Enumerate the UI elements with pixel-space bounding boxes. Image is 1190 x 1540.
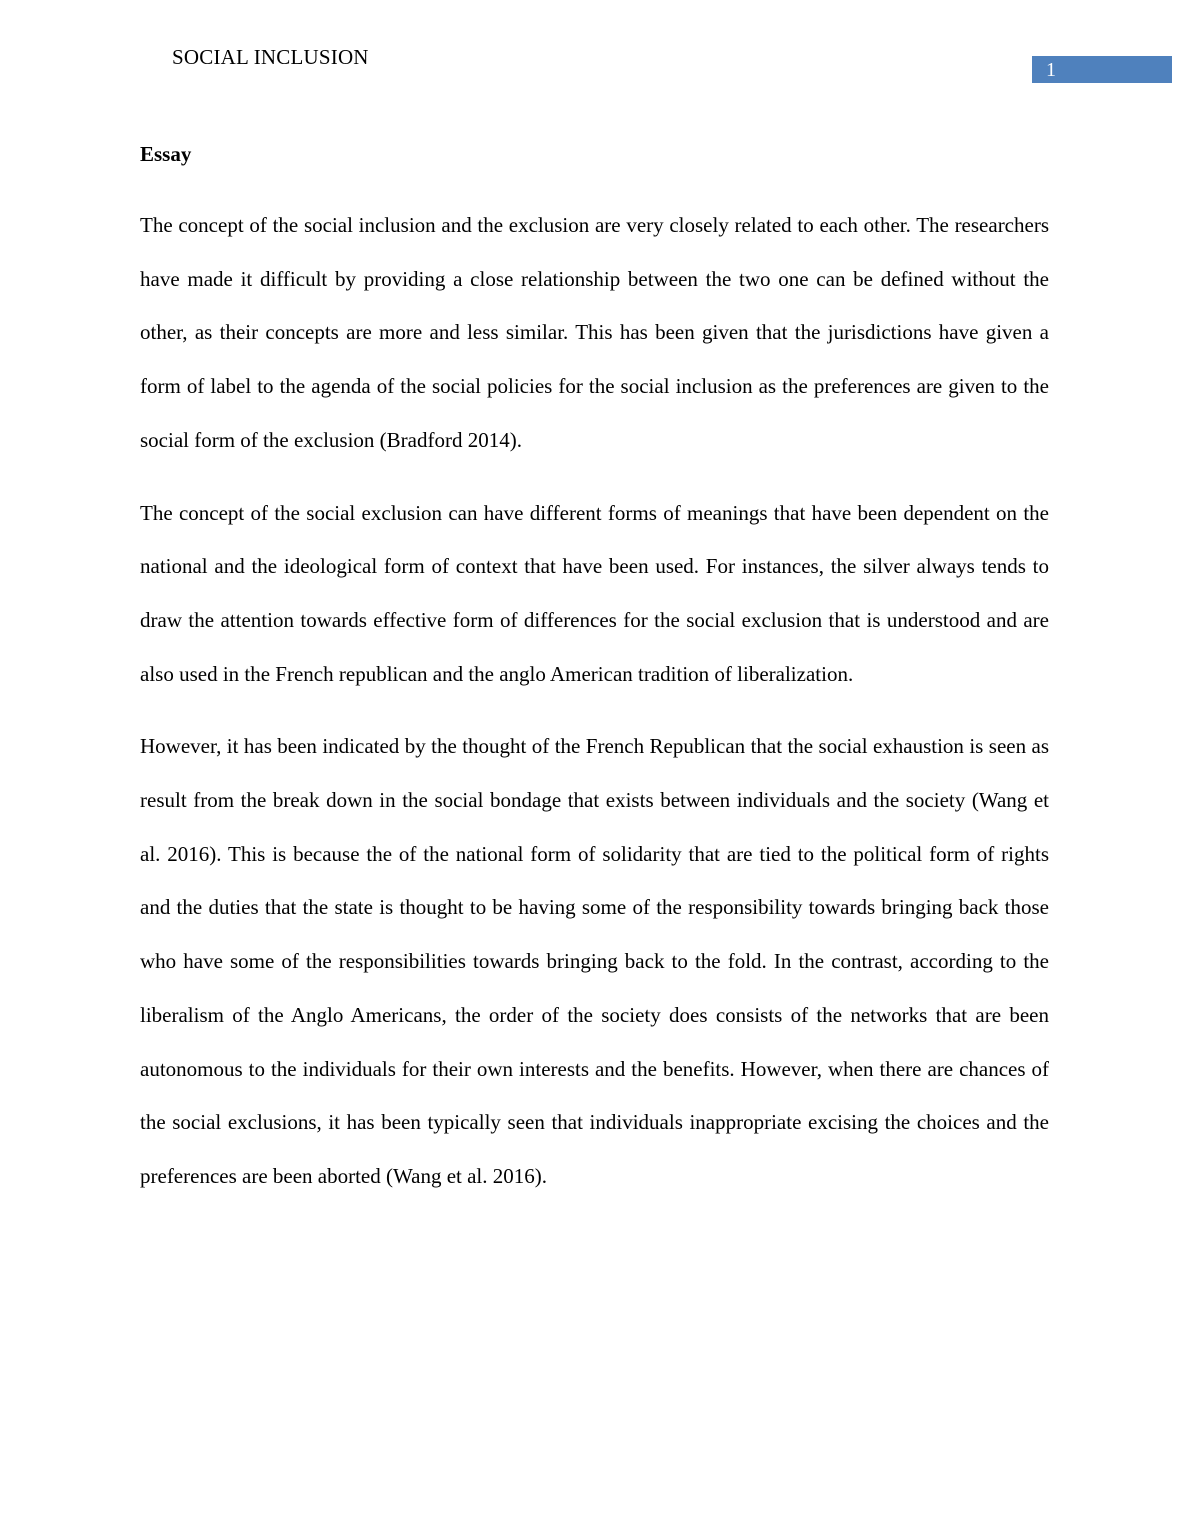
paragraph-2: The concept of the social exclusion can have different forms of meanings that have been dependent on the national and the ideological form of context that have been used. For instances, the silver always tends to draw the attention towards effective form of differences for the social exclusion that is understood and are also used in the French republican and the anglo American tradition of liberalization. [140, 500, 1049, 686]
page-number-badge [1032, 56, 1172, 83]
essay-heading: Essay [140, 142, 192, 166]
running-head: SOCIAL INCLUSION [172, 45, 369, 69]
paragraph-1: The concept of the social inclusion and the exclusion are very closely related to each other. The researchers have made it difficult by providing a close relationship between the two one can be defined without the other, as their concepts are more and less similar. This has been given that the jurisdictions have given a form of label to the agenda of the social policies for the social inclusion as the preferences are given to the social form of the exclusion (Bradford 2014). [140, 213, 1049, 452]
document-body [140, 139, 1049, 1204]
paragraph-3: However, it has been indicated by the thought of the French Republican that the social exhaustion is seen as result from the break down in the social bondage that exists between individuals and the society (Wang et al. 2016). This is because the of the national form of solidarity that are tied to the political form of rights and the duties that the state is thought to be having some of the responsibility towards bringing back those who have some of the responsibilities towards bringing back to the fold. In the contrast, according to the liberalism of the Anglo Americans, the order of the society does consists of the networks that are been autonomous to the individuals for their own interests and the benefits. However, when there are chances of the social exclusions, it has been typically seen that individuals inappropriate excising the choices and the preferences are been aborted (Wang et al. 2016). [140, 734, 1049, 1188]
page-number: 1 [1046, 59, 1056, 81]
